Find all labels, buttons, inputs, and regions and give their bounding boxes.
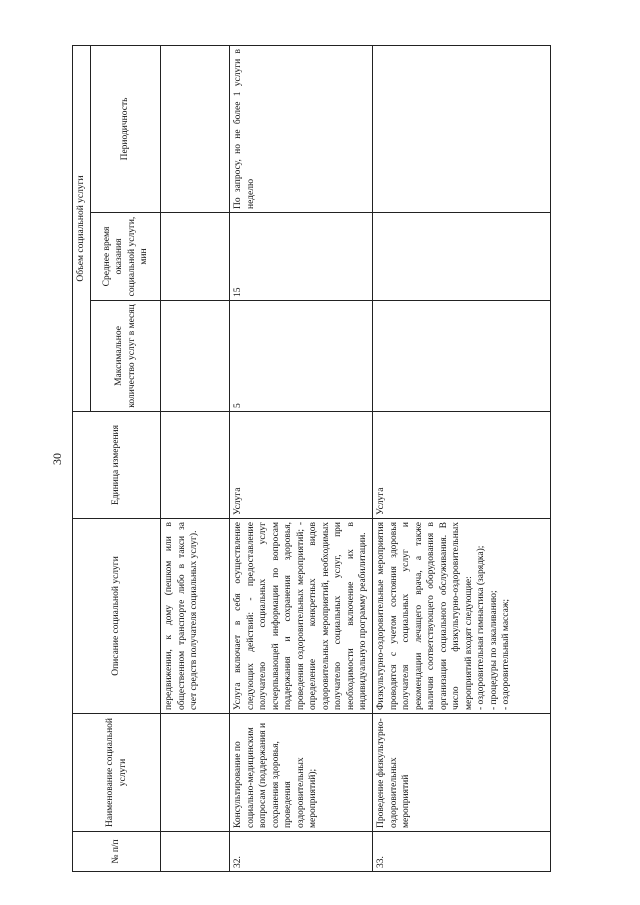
list-item: - процедуры по закаливанию;	[488, 590, 499, 710]
cell-description: передвижении, к дому (пешком или в общественном транспорте либо в такси за счет средств получателя социальных услуг).	[161, 519, 230, 714]
social-services-table	[72, 45, 551, 872]
cell-num	[161, 832, 230, 872]
description-intro: Физкультурно-оздоровительные мероприятия проводятся с учетом состояния здоровья получателя социальных услуг и рекомендации лечащего врача, а также наличия соответствующего оборудования в организации социального обслуживания. В число физкультурно-оздоровительных мероприятий входят следующие:	[376, 522, 474, 710]
cell-description: Услуга включает в себя осуществление следующих действий: - предоставление получателю социальных услуг исчерпывающей информации по вопросам поддержания и сохранения здоровья, проведения оздоровительных мероприятий; - определение конкретных видов оздоровительных мероприятий, необходимых получателю социальных услуг, при необходимости включение их в индивидуальную программу реабилитации.	[230, 519, 373, 714]
cell-description	[373, 519, 551, 714]
cell-period	[161, 45, 230, 212]
table-row	[230, 45, 373, 871]
header-description: Описание социальной услуги	[73, 519, 161, 714]
header-num: № п/п	[73, 832, 161, 872]
list-item: - оздоровительный массаж;	[501, 598, 511, 710]
cell-avg-time	[373, 213, 551, 301]
cell-max-qty	[373, 301, 551, 412]
header-name: Наименование социальной услуги	[73, 714, 161, 832]
header-unit: Единица измерения	[73, 412, 161, 519]
cell-num: 32.	[230, 832, 373, 872]
rotated-page-content	[72, 46, 550, 872]
header-period: Периодичность	[91, 45, 161, 212]
cell-avg-time	[161, 213, 230, 301]
cell-name	[161, 714, 230, 832]
cell-period: По запросу, но не более 1 услуги в неделю	[230, 45, 373, 212]
cell-name: Консультирование по социально-медицинским вопросам (поддержания и сохранения здоровья, проведения оздоровительных мероприятий);	[230, 714, 373, 832]
cell-unit	[161, 412, 230, 519]
table-header	[73, 45, 161, 871]
cell-period	[373, 45, 551, 212]
page-number: 30	[50, 453, 64, 465]
cell-max-qty	[161, 301, 230, 412]
header-avg-time: Среднее время оказания социальной услуги, мин	[91, 213, 161, 301]
cell-max-qty: 5	[230, 301, 373, 412]
cell-unit: Услуга	[373, 412, 551, 519]
header-max-qty: Максимальное количество услуг в месяц	[91, 301, 161, 412]
cell-avg-time: 15	[230, 213, 373, 301]
list-item: - оздоровительная гимнастика (зарядка);	[476, 545, 486, 710]
table-row	[373, 45, 551, 871]
cell-unit: Услуга	[230, 412, 373, 519]
cell-num: 33.	[373, 832, 551, 872]
table-row	[161, 45, 230, 871]
description-list	[475, 522, 513, 710]
header-volume-group: Объем социальной услуги	[73, 45, 91, 411]
cell-name: Проведение физкультурно-оздоровительных мероприятий	[373, 714, 551, 832]
